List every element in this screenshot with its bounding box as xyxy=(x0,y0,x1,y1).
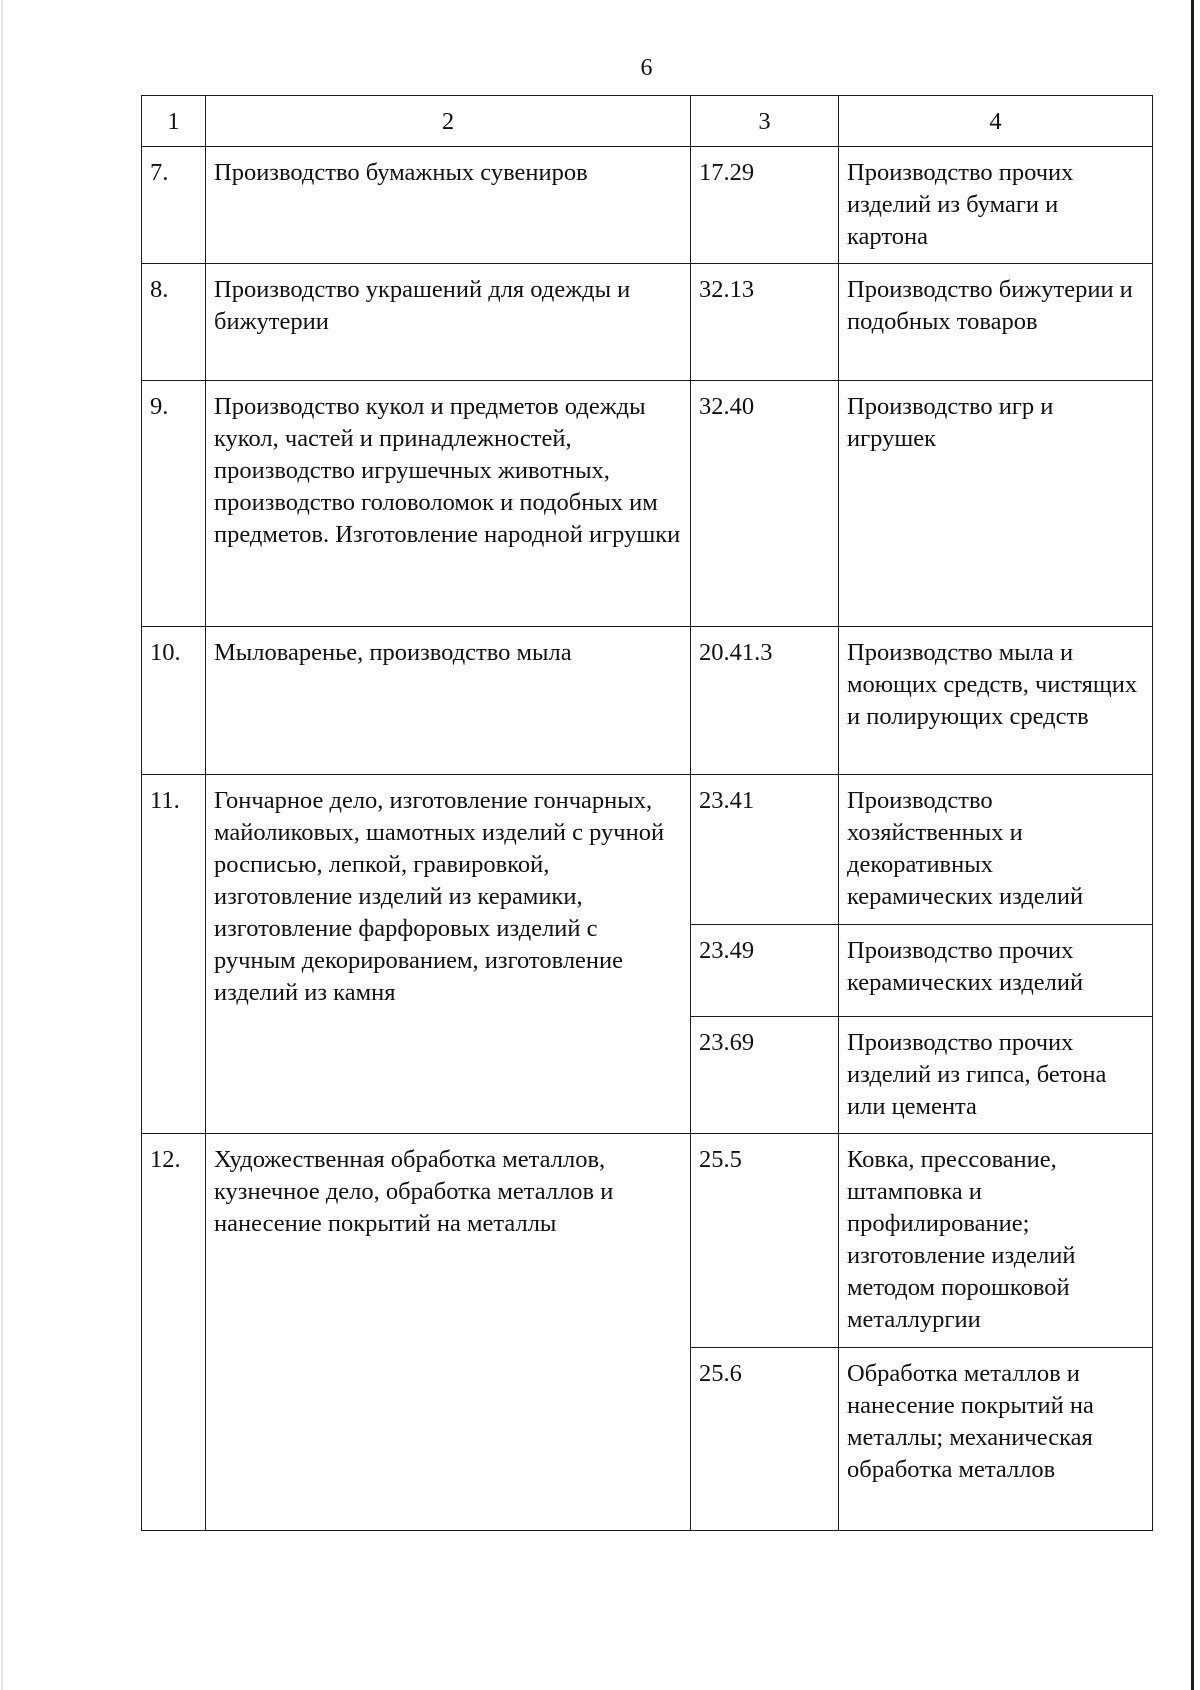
code-cell: 20.41.3 xyxy=(691,627,839,775)
description-cell: Ковка, прессование, штамповка и профилирование; изготовление изделий методом порошковой металлургии xyxy=(839,1134,1153,1348)
row-number: 11. xyxy=(142,775,206,1134)
row-number: 9. xyxy=(142,381,206,627)
description-cell: Производство прочих изделий из гипса, бетона или цемента xyxy=(839,1017,1153,1134)
table-row xyxy=(142,627,1153,775)
row-number: 12. xyxy=(142,1134,206,1531)
row-number: 8. xyxy=(142,264,206,381)
code-cell: 23.49 xyxy=(691,925,839,1017)
code-cell: 32.13 xyxy=(691,264,839,381)
code-cell: 23.69 xyxy=(691,1017,839,1134)
header-cell-3: 3 xyxy=(691,96,839,147)
table-row xyxy=(142,147,1153,264)
table-row xyxy=(142,264,1153,381)
row-number: 7. xyxy=(142,147,206,264)
table-row xyxy=(142,775,1153,925)
description-cell: Производство игр и игрушек xyxy=(839,381,1153,627)
description-cell: Производство хозяйственных и декоративных керамических изделий xyxy=(839,775,1153,925)
description-cell: Производство прочих керамических изделий xyxy=(839,925,1153,1017)
code-cell: 17.29 xyxy=(691,147,839,264)
activity-cell: Производство украшений для одежды и бижутерии xyxy=(206,264,691,381)
description-cell: Производство мыла и моющих средств, чистящих и полирующих средств xyxy=(839,627,1153,775)
code-cell: 23.41 xyxy=(691,775,839,925)
activity-cell: Гончарное дело, изготовление гончарных, майоликовых, шамотных изделий с ручной росписью, лепкой, гравировкой, изготовление изделий из керамики, изготовление фарфоровых изделий с ручным декорированием, изготовление изделий из камня xyxy=(206,775,691,1134)
activities-table xyxy=(141,95,1153,1531)
page-number: 6 xyxy=(640,55,653,81)
activity-cell: Художественная обработка металлов, кузнечное дело, обработка металлов и нанесение покрытий на металлы xyxy=(206,1134,691,1531)
scan-edge-left xyxy=(1,0,3,1690)
code-cell: 25.6 xyxy=(691,1348,839,1531)
scan-edge-right xyxy=(1191,0,1194,1690)
header-cell-4: 4 xyxy=(839,96,1153,147)
code-cell: 32.40 xyxy=(691,381,839,627)
row-number: 10. xyxy=(142,627,206,775)
description-cell: Обработка металлов и нанесение покрытий на металлы; механическая обработка металлов xyxy=(839,1348,1153,1531)
code-cell: 25.5 xyxy=(691,1134,839,1348)
description-cell: Производство бижутерии и подобных товаров xyxy=(839,264,1153,381)
table-row xyxy=(142,381,1153,627)
table-header-row xyxy=(142,96,1153,147)
activity-cell: Производство кукол и предметов одежды кукол, частей и принадлежностей, производство игрушечных животных, производство головоломок и подобных им предметов. Изготовление народной игрушки xyxy=(206,381,691,627)
header-cell-1: 1 xyxy=(142,96,206,147)
activity-cell: Производство бумажных сувениров xyxy=(206,147,691,264)
header-cell-2: 2 xyxy=(206,96,691,147)
activity-cell: Мыловаренье, производство мыла xyxy=(206,627,691,775)
description-cell: Производство прочих изделий из бумаги и картона xyxy=(839,147,1153,264)
table-row xyxy=(142,1134,1153,1348)
